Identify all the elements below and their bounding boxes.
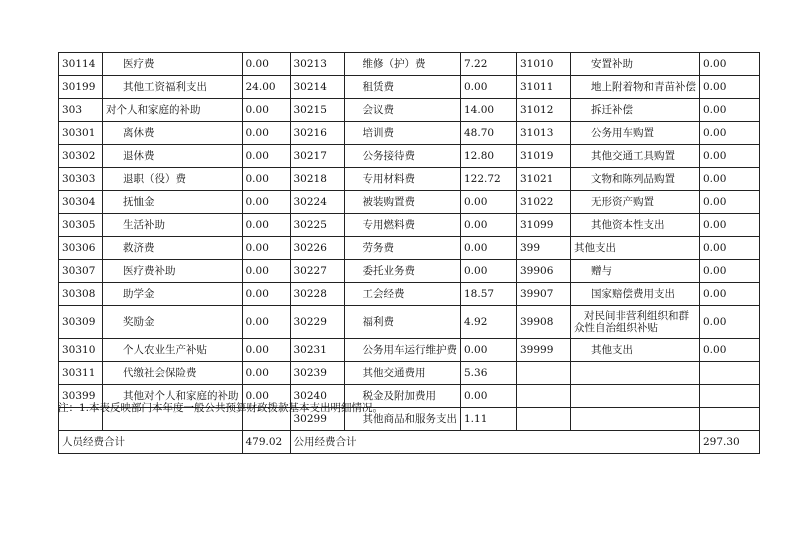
code-cell: 30114	[59, 53, 103, 76]
item-name-cell: 福利费	[344, 306, 461, 339]
code-cell: 30307	[59, 260, 103, 283]
item-name-cell: 公务用车购置	[571, 122, 700, 145]
code-cell: 303	[59, 99, 103, 122]
code-cell: 31012	[517, 99, 571, 122]
item-name-cell	[571, 408, 700, 431]
code-cell: 30231	[290, 339, 344, 362]
table-row	[59, 362, 760, 385]
amount-cell: 0.00	[242, 283, 290, 306]
amount-cell: 1.11	[461, 408, 517, 431]
item-name-cell: 其他工资福利支出	[103, 76, 243, 99]
amount-cell: 0.00	[242, 214, 290, 237]
item-name-cell	[571, 385, 700, 408]
amount-cell: 0.00	[700, 145, 760, 168]
item-name-cell: 医疗费	[103, 53, 243, 76]
code-cell: 39999	[517, 339, 571, 362]
code-cell: 30218	[290, 168, 344, 191]
table-row	[59, 214, 760, 237]
amount-cell: 0.00	[242, 306, 290, 339]
code-cell: 31022	[517, 191, 571, 214]
item-name-cell: 其他支出	[571, 339, 700, 362]
code-cell: 39906	[517, 260, 571, 283]
code-cell: 31099	[517, 214, 571, 237]
table-body	[59, 53, 760, 454]
amount-cell: 4.92	[461, 306, 517, 339]
amount-cell: 0.00	[242, 339, 290, 362]
item-name-cell: 地上附着物和青苗补偿	[571, 76, 700, 99]
code-cell: 30225	[290, 214, 344, 237]
item-name-cell: 会议费	[344, 99, 461, 122]
code-cell: 30239	[290, 362, 344, 385]
item-name-cell: 委托业务费	[344, 260, 461, 283]
item-name-cell: 退休费	[103, 145, 243, 168]
item-name-cell: 租赁费	[344, 76, 461, 99]
code-cell: 30308	[59, 283, 103, 306]
item-name-cell: 其他交通工具购置	[571, 145, 700, 168]
code-cell: 30217	[290, 145, 344, 168]
amount-cell: 0.00	[700, 214, 760, 237]
item-name-cell: 个人农业生产补贴	[103, 339, 243, 362]
code-cell: 30303	[59, 168, 103, 191]
table-row	[59, 99, 760, 122]
code-cell: 30199	[59, 76, 103, 99]
code-cell: 31019	[517, 145, 571, 168]
amount-cell: 0.00	[700, 283, 760, 306]
code-cell: 31011	[517, 76, 571, 99]
table-row	[59, 237, 760, 260]
item-name-cell: 其他交通费用	[344, 362, 461, 385]
item-name-cell: 公务接待费	[344, 145, 461, 168]
code-cell: 30213	[290, 53, 344, 76]
item-name-cell: 救济费	[103, 237, 243, 260]
code-cell: 30215	[290, 99, 344, 122]
code-cell: 30304	[59, 191, 103, 214]
amount-cell: 0.00	[242, 385, 290, 408]
public-total-label: 公用经费合计	[290, 431, 700, 454]
amount-cell: 0.00	[700, 306, 760, 339]
public-total-value: 297.30	[700, 431, 760, 454]
item-name-cell: 其他支出	[571, 237, 700, 260]
item-name-cell: 退职（役）费	[103, 168, 243, 191]
amount-cell: 0.00	[242, 168, 290, 191]
amount-cell: 0.00	[242, 237, 290, 260]
item-name-cell: 税金及附加费用	[344, 385, 461, 408]
code-cell: 30305	[59, 214, 103, 237]
amount-cell: 0.00	[242, 260, 290, 283]
item-name-cell: 助学金	[103, 283, 243, 306]
amount-cell: 0.00	[242, 362, 290, 385]
code-cell: 31013	[517, 122, 571, 145]
code-cell: 30226	[290, 237, 344, 260]
amount-cell: 0.00	[461, 385, 517, 408]
amount-cell: 0.00	[700, 191, 760, 214]
code-cell: 30240	[290, 385, 344, 408]
item-name-cell: 专用材料费	[344, 168, 461, 191]
item-name-cell: 代缴社会保险费	[103, 362, 243, 385]
amount-cell: 0.00	[700, 122, 760, 145]
code-cell: 39907	[517, 283, 571, 306]
amount-cell: 0.00	[461, 191, 517, 214]
table-row	[59, 122, 760, 145]
item-name-cell: 文物和陈列品购置	[571, 168, 700, 191]
amount-cell: 0.00	[700, 76, 760, 99]
amount-cell	[700, 385, 760, 408]
amount-cell: 48.70	[461, 122, 517, 145]
item-name-cell: 国家赔偿费用支出	[571, 283, 700, 306]
item-name-cell: 对个人和家庭的补助	[103, 99, 243, 122]
item-name-cell: 离休费	[103, 122, 243, 145]
personnel-total-value: 479.02	[242, 431, 290, 454]
code-cell: 30310	[59, 339, 103, 362]
code-cell: 399	[517, 237, 571, 260]
code-cell: 30399	[59, 385, 103, 408]
amount-cell: 18.57	[461, 283, 517, 306]
amount-cell: 0.00	[700, 339, 760, 362]
amount-cell: 0.00	[242, 99, 290, 122]
amount-cell: 122.72	[461, 168, 517, 191]
amount-cell: 7.22	[461, 53, 517, 76]
item-name-cell: 安置补助	[571, 53, 700, 76]
amount-cell: 0.00	[242, 191, 290, 214]
item-name-cell: 对民间非营利组织和群众性自治组织补贴	[571, 306, 700, 339]
code-cell	[517, 408, 571, 431]
amount-cell: 0.00	[700, 237, 760, 260]
item-name-cell: 无形资产购置	[571, 191, 700, 214]
amount-cell: 12.80	[461, 145, 517, 168]
amount-cell	[700, 408, 760, 431]
code-cell	[517, 385, 571, 408]
amount-cell: 5.36	[461, 362, 517, 385]
amount-cell: 0.00	[461, 214, 517, 237]
code-cell: 31010	[517, 53, 571, 76]
amount-cell: 14.00	[461, 99, 517, 122]
table-row	[59, 260, 760, 283]
item-name-cell: 培训费	[344, 122, 461, 145]
table-row	[59, 283, 760, 306]
table-row	[59, 76, 760, 99]
code-cell: 30214	[290, 76, 344, 99]
item-name-cell: 生活补助	[103, 214, 243, 237]
table-row	[59, 306, 760, 339]
item-name-cell: 专用燃料费	[344, 214, 461, 237]
item-name-cell: 赠与	[571, 260, 700, 283]
code-cell: 30224	[290, 191, 344, 214]
code-cell: 30229	[290, 306, 344, 339]
table-row	[59, 339, 760, 362]
item-name-cell: 抚恤金	[103, 191, 243, 214]
amount-cell: 0.00	[242, 53, 290, 76]
code-cell: 30228	[290, 283, 344, 306]
amount-cell: 0.00	[700, 53, 760, 76]
code-cell: 30299	[290, 408, 344, 431]
item-name-cell: 拆迁补偿	[571, 99, 700, 122]
item-name-cell: 其他商品和服务支出	[344, 408, 461, 431]
table-row	[59, 145, 760, 168]
amount-cell: 0.00	[461, 339, 517, 362]
item-name-cell: 公务用车运行维护费	[344, 339, 461, 362]
code-cell: 30309	[59, 306, 103, 339]
amount-cell: 0.00	[700, 168, 760, 191]
code-cell: 30301	[59, 122, 103, 145]
item-name-cell: 奖励金	[103, 306, 243, 339]
amount-cell: 0.00	[700, 260, 760, 283]
code-cell: 30216	[290, 122, 344, 145]
table-row	[59, 53, 760, 76]
item-name-cell: 其他对个人和家庭的补助	[103, 385, 243, 408]
item-name-cell: 劳务费	[344, 237, 461, 260]
code-cell: 31021	[517, 168, 571, 191]
item-name-cell: 被装购置费	[344, 191, 461, 214]
amount-cell: 0.00	[461, 76, 517, 99]
item-name-cell: 其他资本性支出	[571, 214, 700, 237]
code-cell	[517, 362, 571, 385]
code-cell: 30306	[59, 237, 103, 260]
code-cell: 39908	[517, 306, 571, 339]
item-name-cell: 工会经费	[344, 283, 461, 306]
code-cell: 30227	[290, 260, 344, 283]
footnote: 注：1.本表反映部门本年度一般公共预算财政拨款基本支出明细情况。	[58, 402, 384, 414]
amount-cell: 0.00	[242, 122, 290, 145]
amount-cell: 0.00	[700, 99, 760, 122]
item-name-cell: 维修（护）费	[344, 53, 461, 76]
personnel-total-label: 人员经费合计	[59, 431, 243, 454]
expenditure-detail-table	[58, 52, 760, 454]
code-cell: 30302	[59, 145, 103, 168]
item-name-cell	[571, 362, 700, 385]
code-cell: 30311	[59, 362, 103, 385]
table-row	[59, 168, 760, 191]
amount-cell: 0.00	[461, 260, 517, 283]
item-name-cell: 医疗费补助	[103, 260, 243, 283]
table-row	[59, 191, 760, 214]
amount-cell: 24.00	[242, 76, 290, 99]
amount-cell	[700, 362, 760, 385]
amount-cell: 0.00	[461, 237, 517, 260]
totals-row	[59, 431, 760, 454]
amount-cell: 0.00	[242, 145, 290, 168]
